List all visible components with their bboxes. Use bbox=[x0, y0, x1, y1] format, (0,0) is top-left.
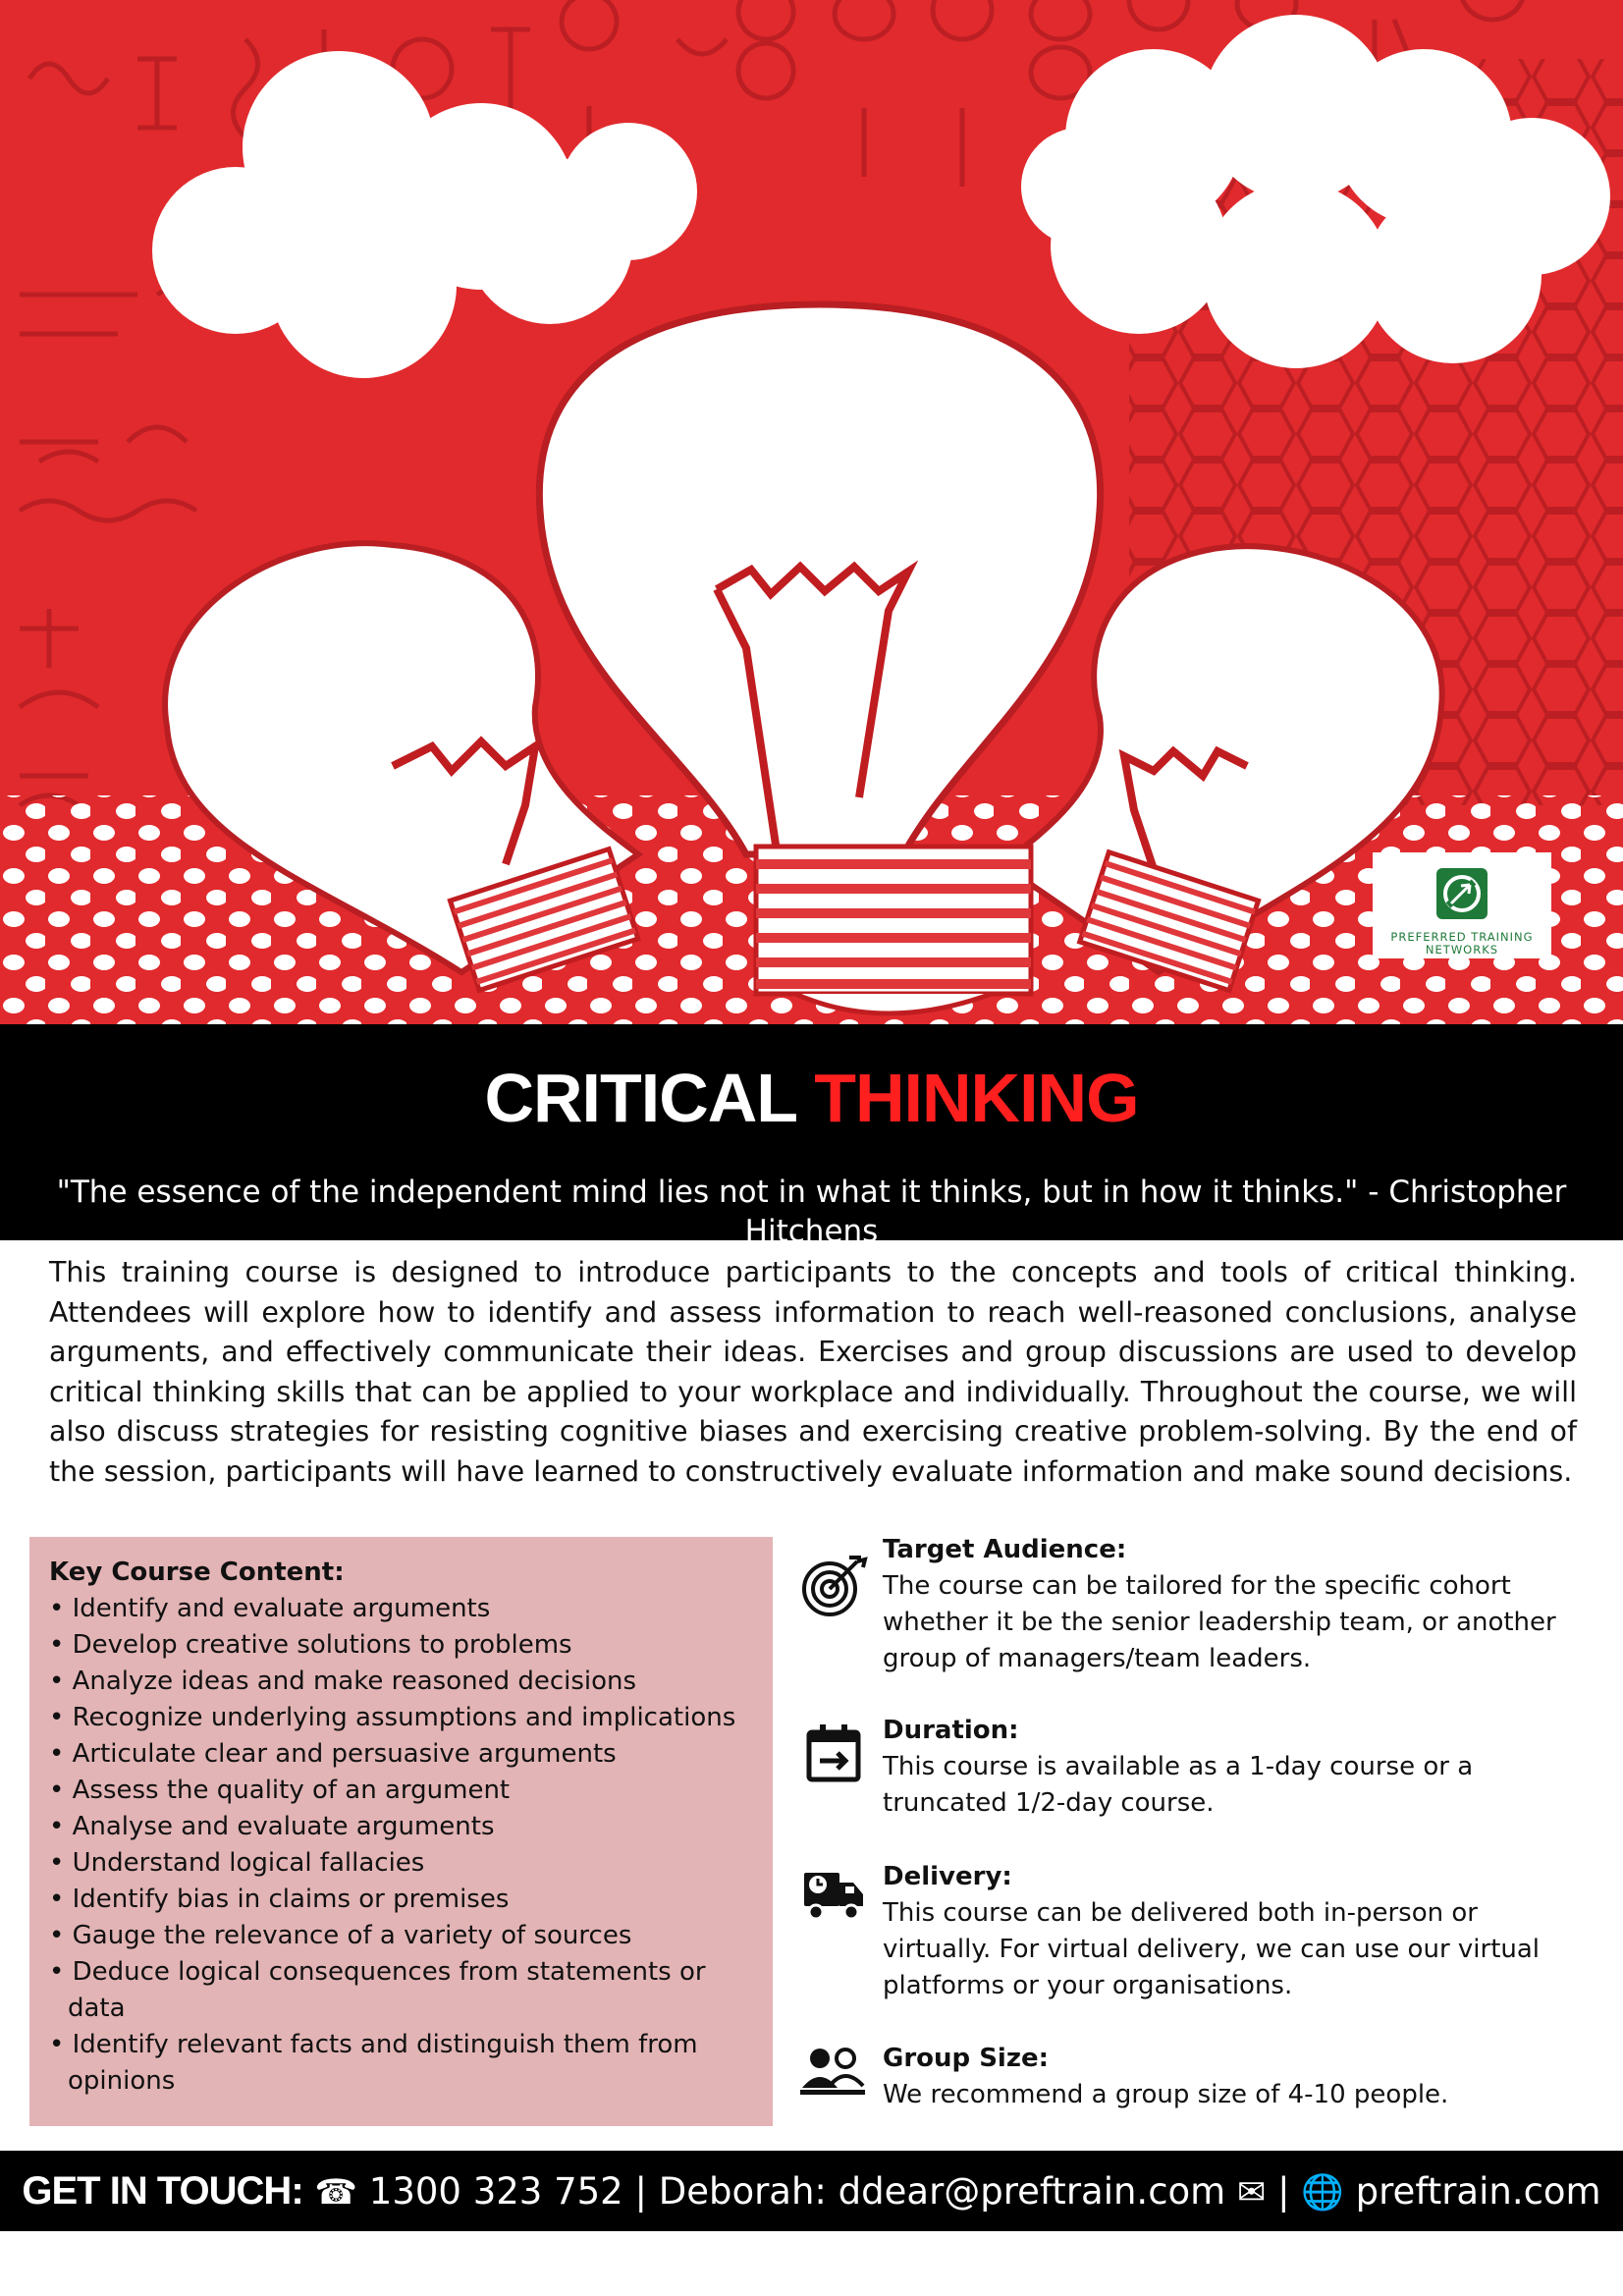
logo-text: PREFERRED TRAINING NETWORKS bbox=[1390, 930, 1534, 957]
key-content-box bbox=[29, 1537, 773, 2126]
hero-banner bbox=[0, 0, 1623, 1024]
key-content-list bbox=[49, 1591, 753, 2100]
separator: | bbox=[1277, 2170, 1290, 2213]
phone-icon: ☎ bbox=[314, 2173, 358, 2213]
info-text bbox=[883, 1532, 1590, 1677]
key-content-heading: Key Course Content: bbox=[49, 1558, 345, 1587]
website-link[interactable]: preftrain.com bbox=[1355, 2170, 1601, 2213]
info-label: Target Audience: bbox=[883, 1535, 1127, 1564]
info-body: We recommend a group size of 4-10 people. bbox=[883, 2080, 1449, 2109]
page-title bbox=[0, 1059, 1623, 1137]
list-item: • Understand logical fallacies bbox=[49, 1845, 753, 1882]
list-item: • Analyse and evaluate arguments bbox=[49, 1809, 753, 1845]
info-text bbox=[883, 1859, 1590, 2004]
group-icon bbox=[800, 2041, 869, 2109]
info-text bbox=[883, 1713, 1590, 1822]
info-text bbox=[883, 2041, 1590, 2113]
title-part-2: THINKING bbox=[814, 1060, 1139, 1136]
list-item: • Deduce logical consequences from statements or data bbox=[49, 1954, 753, 2027]
info-body: This course can be delivered both in-person or virtually. For virtual delivery, we can use our virtual platforms or your organisations. bbox=[883, 1898, 1541, 2000]
list-item: • Articulate clear and persuasive arguments bbox=[49, 1736, 753, 1773]
info-body: The course can be tailored for the specific cohort whether it be the senior leadership team, or another group of managers/team leaders. bbox=[883, 1571, 1556, 1673]
envelope-icon: ✉ bbox=[1236, 2173, 1267, 2213]
list-item: • Identify relevant facts and distinguish them from opinions bbox=[49, 2027, 753, 2100]
list-item: • Develop creative solutions to problems bbox=[49, 1627, 753, 1664]
info-body: This course is available as a 1-day course or a truncated 1/2-day course. bbox=[883, 1752, 1474, 1818]
info-label: Duration: bbox=[883, 1716, 1019, 1745]
company-logo bbox=[1373, 852, 1551, 958]
intro-paragraph: This training course is designed to introduce participants to the concepts and tools of critical thinking. Attendees will explore how to identify and assess information to reach well-reasoned conclusions, analyse arguments, and effectively communicate their ideas. Exercises and group discussions are used to develop critical thinking skills that can be applied to your workplace and individually. Throughout the course, we will also discuss strategies for resisting cognitive biases and exercising creative problem-solving. By the end of the session, participants will have learned to constructively evaluate information and make sound decisions. bbox=[49, 1256, 1577, 1488]
list-item: • Identify bias in claims or premises bbox=[49, 1882, 753, 1918]
list-item: • Analyze ideas and make reasoned decisions bbox=[49, 1664, 753, 1700]
separator: | bbox=[634, 2170, 647, 2213]
quote: "The essence of the independent mind lies not in what it thinks, but in how it thinks." - Christopher Hitchens bbox=[56, 1175, 1567, 1249]
get-in-touch-label: GET IN TOUCH: bbox=[22, 2169, 303, 2213]
title-part-1: CRITICAL bbox=[484, 1060, 796, 1136]
footer-contact-bar bbox=[0, 2151, 1623, 2231]
list-item: • Assess the quality of an argument bbox=[49, 1773, 753, 1809]
info-label: Delivery: bbox=[883, 1862, 1012, 1891]
target-icon bbox=[800, 1550, 869, 1618]
delivery-truck-icon bbox=[800, 1859, 869, 1928]
list-item: • Recognize underlying assumptions and implications bbox=[49, 1700, 753, 1736]
phone-number[interactable]: 1300 323 752 bbox=[368, 2170, 623, 2213]
contact-email[interactable]: Deborah: ddear@preftrain.com bbox=[658, 2170, 1226, 2213]
info-label: Group Size: bbox=[883, 2044, 1049, 2073]
contact-row bbox=[0, 2151, 1623, 2231]
globe-icon: 🌐 bbox=[1301, 2173, 1344, 2213]
list-item: • Gauge the relevance of a variety of sources bbox=[49, 1918, 753, 1954]
circular-arrow-logo-icon bbox=[1434, 866, 1489, 921]
calendar-icon bbox=[800, 1719, 869, 1787]
list-item: • Identify and evaluate arguments bbox=[49, 1591, 753, 1627]
